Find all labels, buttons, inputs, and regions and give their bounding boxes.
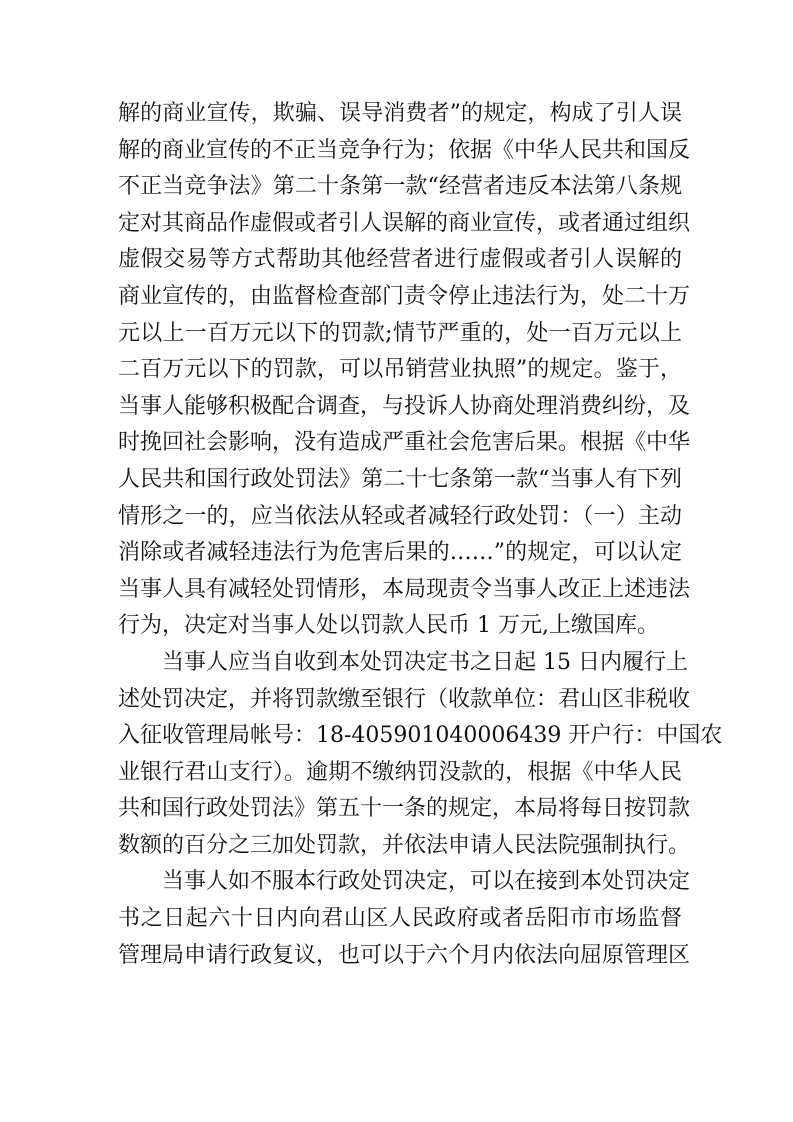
text-line: 管理局申请行政复议，也可以于六个月内依法向屈原管理区 (118, 942, 691, 968)
text-line: 当事人具有减轻处罚情形，本局现责令当事人改正上述违法 (118, 576, 691, 602)
text-line: 业银行君山支行）。逾期不缴纳罚没款的，根据《中华人民 (118, 759, 682, 785)
text-line: 入征收管理局帐号：18-405901040006439 开户行：中国农 (118, 723, 723, 749)
text-line: 消除或者减轻违法行为危害后果的……”的规定，可以认定 (118, 540, 682, 566)
text-line: 定对其商品作虚假或者引人误解的商业宣传，或者通过组织 (118, 210, 691, 236)
text-line: 元以上一百万元以下的罚款;情节严重的，处一百万元以上 (118, 320, 682, 346)
paragraph-appeal-rights (118, 864, 691, 974)
text-line: 虚假交易等方式帮助其他经营者进行虚假或者引人误解的 (118, 247, 682, 273)
text-line: 时挽回社会影响，没有造成严重社会危害后果。根据《中华 (118, 430, 691, 456)
document-page (118, 96, 723, 974)
text-line: 共和国行政处罚法》第五十一条的规定，本局将每日按罚款 (118, 796, 691, 822)
text-line: 不正当竞争法》第二十条第一款“经营者违反本法第八条规 (118, 174, 682, 200)
text-line: 当事人应当自收到本处罚决定书之日起 15 日内履行上 (162, 649, 688, 675)
text-line: 数额的百分之三加处罚款，并依法申请人民法院强制执行。 (118, 832, 691, 858)
text-line: 商业宣传的，由监督检查部门责令停止违法行为，处二十万 (118, 283, 691, 309)
text-line: 解的商业宣传，欺骗、误导消费者”的规定，构成了引人误 (118, 101, 682, 126)
text-line: 书之日起六十日内向君山区人民政府或者岳阳市市场监督 (118, 906, 682, 932)
paragraph-payment-instructions (118, 645, 723, 865)
text-line: 当事人如不服本行政处罚决定，可以在接到本处罚决定 (162, 869, 691, 895)
text-line: 述处罚决定，并将罚款缴至银行（收款单位：君山区非税收 (118, 686, 691, 712)
text-line: 二百万元以下的罚款，可以吊销营业执照”的规定。鉴于， (118, 357, 682, 383)
text-line: 行为，决定对当事人处以罚款人民币 1 万元,上缴国库。 (118, 613, 659, 639)
text-line: 解的商业宣传的不正当竞争行为；依据《中华人民共和国反 (118, 137, 691, 163)
text-line: 情形之一的，应当依法从轻或者减轻行政处罚：（一）主动 (118, 503, 682, 529)
text-line: 当事人能够积极配合调查，与投诉人协商处理消费纠纷，及 (118, 393, 691, 419)
text-line: 人民共和国行政处罚法》第二十七条第一款“当事人有下列 (118, 466, 682, 492)
paragraph-penalty-basis (118, 96, 691, 645)
